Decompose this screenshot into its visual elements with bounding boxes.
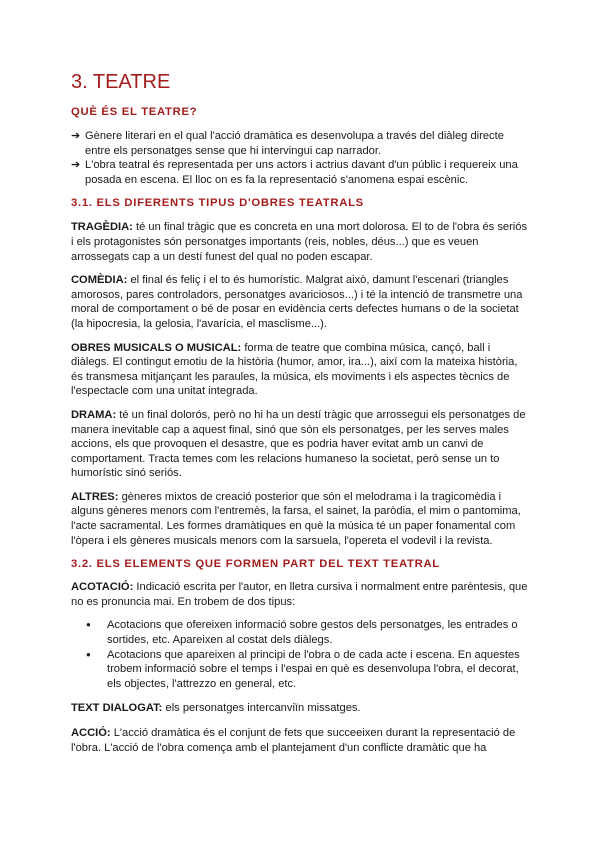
bullet-dot-icon: ●: [86, 620, 91, 630]
text-acotacio: Indicació escrita per l'autor, en lletra cursiva i normalment entre parèntesis, que no es pronuncia mai. En trobem de dos tipus:: [71, 581, 528, 608]
term-text-dialogat: TEXT DIALOGAT:: [71, 702, 163, 715]
intro-bullet: [71, 129, 531, 158]
paragraph-comedia: [71, 273, 531, 331]
term-accio: ACCIÓ:: [71, 727, 111, 739]
paragraph-tragedia: [71, 220, 531, 264]
acotacio-bullet: [71, 648, 531, 692]
paragraph-accio: [71, 726, 531, 755]
term-altres: ALTRES:: [71, 490, 119, 503]
text-altres: gèneres mixtos de creació posterior que són el melodrama i la tragicomèdia i alguns gèneres menors com l'entremès, la farsa, el sainet, la paròdia, el mim o pantomima, l'acte sacramental. Les formes dramàtiques en què la música té un paper fonamental com l'òpera i els gèneres musicals menors com la sarsuela, l'opereta el vodevil i la revista.: [71, 490, 521, 547]
text-musical: forma de teatre que combina música, cançó, ball i diàlegs. El contingut emotiu de la història (humor, amor, ira...), així com la mateixa història, és transmesa mitjançant les paraules, la música, els moviments i els aspectes tècnics de l'espectacle com una unitat integrada.: [71, 341, 518, 398]
term-tragedia: TRAGÈDIA:: [71, 221, 133, 234]
text-drama: té un final dolorós, però no hi ha un destí tràgic que arrossegui els personatges de manera inevitable cap a aquest final, sinó que són els personatges, per les serves males accions, els que provoquen el desastre, que es podria haver evitat amb un canvi de comportament. Tracta temes com les relacions humaneso la societat, però sense un to humorístic sinó seriós.: [71, 408, 526, 480]
intro-bullet-text: Gènere literari en el qual l'acció dramàtica es desenvolupa a través del diàleg directe entre els personatges sense que hi intervingui cap narrador.: [85, 130, 504, 157]
page-title: 3. TEATRE: [71, 71, 171, 93]
term-drama: DRAMA:: [71, 408, 117, 421]
acotacio-bullet: [71, 618, 531, 647]
intro-bullet-text: L'obra teatral és representada per uns actors i actrius davant d'un públic i requereix una posada en escena. El lloc on es fa la representació s'anomena espai escènic.: [85, 159, 518, 186]
acotacio-bullet-text: Acotacions que apareixen al principi de l'obra o de cada acte i escena. En aquestes trobem informació sobre el temps i l'espai en què es desenvolupa l'obra, el decorat, els objectes, l'attrezzo en general, etc.: [107, 648, 520, 690]
bullet-dot-icon: ●: [86, 649, 91, 659]
arrow-icon: ➔: [71, 130, 81, 142]
paragraph-text-dialogat: [71, 701, 531, 716]
paragraph-drama: [71, 408, 531, 481]
acotacio-bullet-list: [71, 618, 531, 691]
text-tragedia: té un final tràgic que es concreta en una mort dolorosa. El to de l'obra és seriós i els protagonistes són personatges importants (reis, nobles, déus...) que es veuen arrossegats cap a un destí funest del qual no poden escapar.: [71, 221, 528, 263]
text-accio: L'acció dramàtica és el conjunt de fets que succeeixen durant la representació de l'obra. L'acció de l'obra comença amb el plantejament d'un conflicte dramàtic que ha: [71, 727, 516, 754]
arrow-icon: ➔: [71, 159, 81, 172]
heading-que-es-el-teatre: QUÈ ÉS EL TEATRE?: [71, 106, 198, 118]
acotacio-bullet-text: Acotacions que ofereixen informació sobre gestos dels personatges, les entrades o sortides, etc. Apareixen al costat dels diàlegs.: [107, 619, 518, 647]
intro-bullet-list: [71, 129, 531, 187]
paragraph-musical: [71, 341, 531, 399]
paragraph-altres: [71, 490, 531, 548]
paragraph-acotacio: [71, 580, 531, 609]
text-comedia: el final és feliç i el to és humorístic. Malgrat això, damunt l'escenari (triangles amorosos, pares controladors, personatges avariciosos...) i té la intenció de transmetre una moral de comportament o bé de posar en evidència certs defectes humans o de la societat (la hipocresia, la gelosia, l'avarícia, el masclisme...).: [71, 274, 523, 330]
term-comedia: COMÈDIA:: [71, 274, 128, 287]
term-musical: OBRES MUSICALS O MUSICAL:: [71, 341, 242, 354]
term-acotacio: ACOTACIÓ:: [71, 581, 134, 594]
document-page: [71, 68, 531, 755]
heading-tipus-obres: 3.1. ELS DIFERENTS TIPUS D'OBRES TEATRALS: [71, 197, 364, 210]
intro-bullet: [71, 158, 531, 187]
heading-elements-text: 3.2. ELS ELEMENTS QUE FORMEN PART DEL TEXT TEATRAL: [71, 558, 440, 571]
text-text-dialogat: els personatges intercanviïn missatges.: [165, 702, 361, 715]
